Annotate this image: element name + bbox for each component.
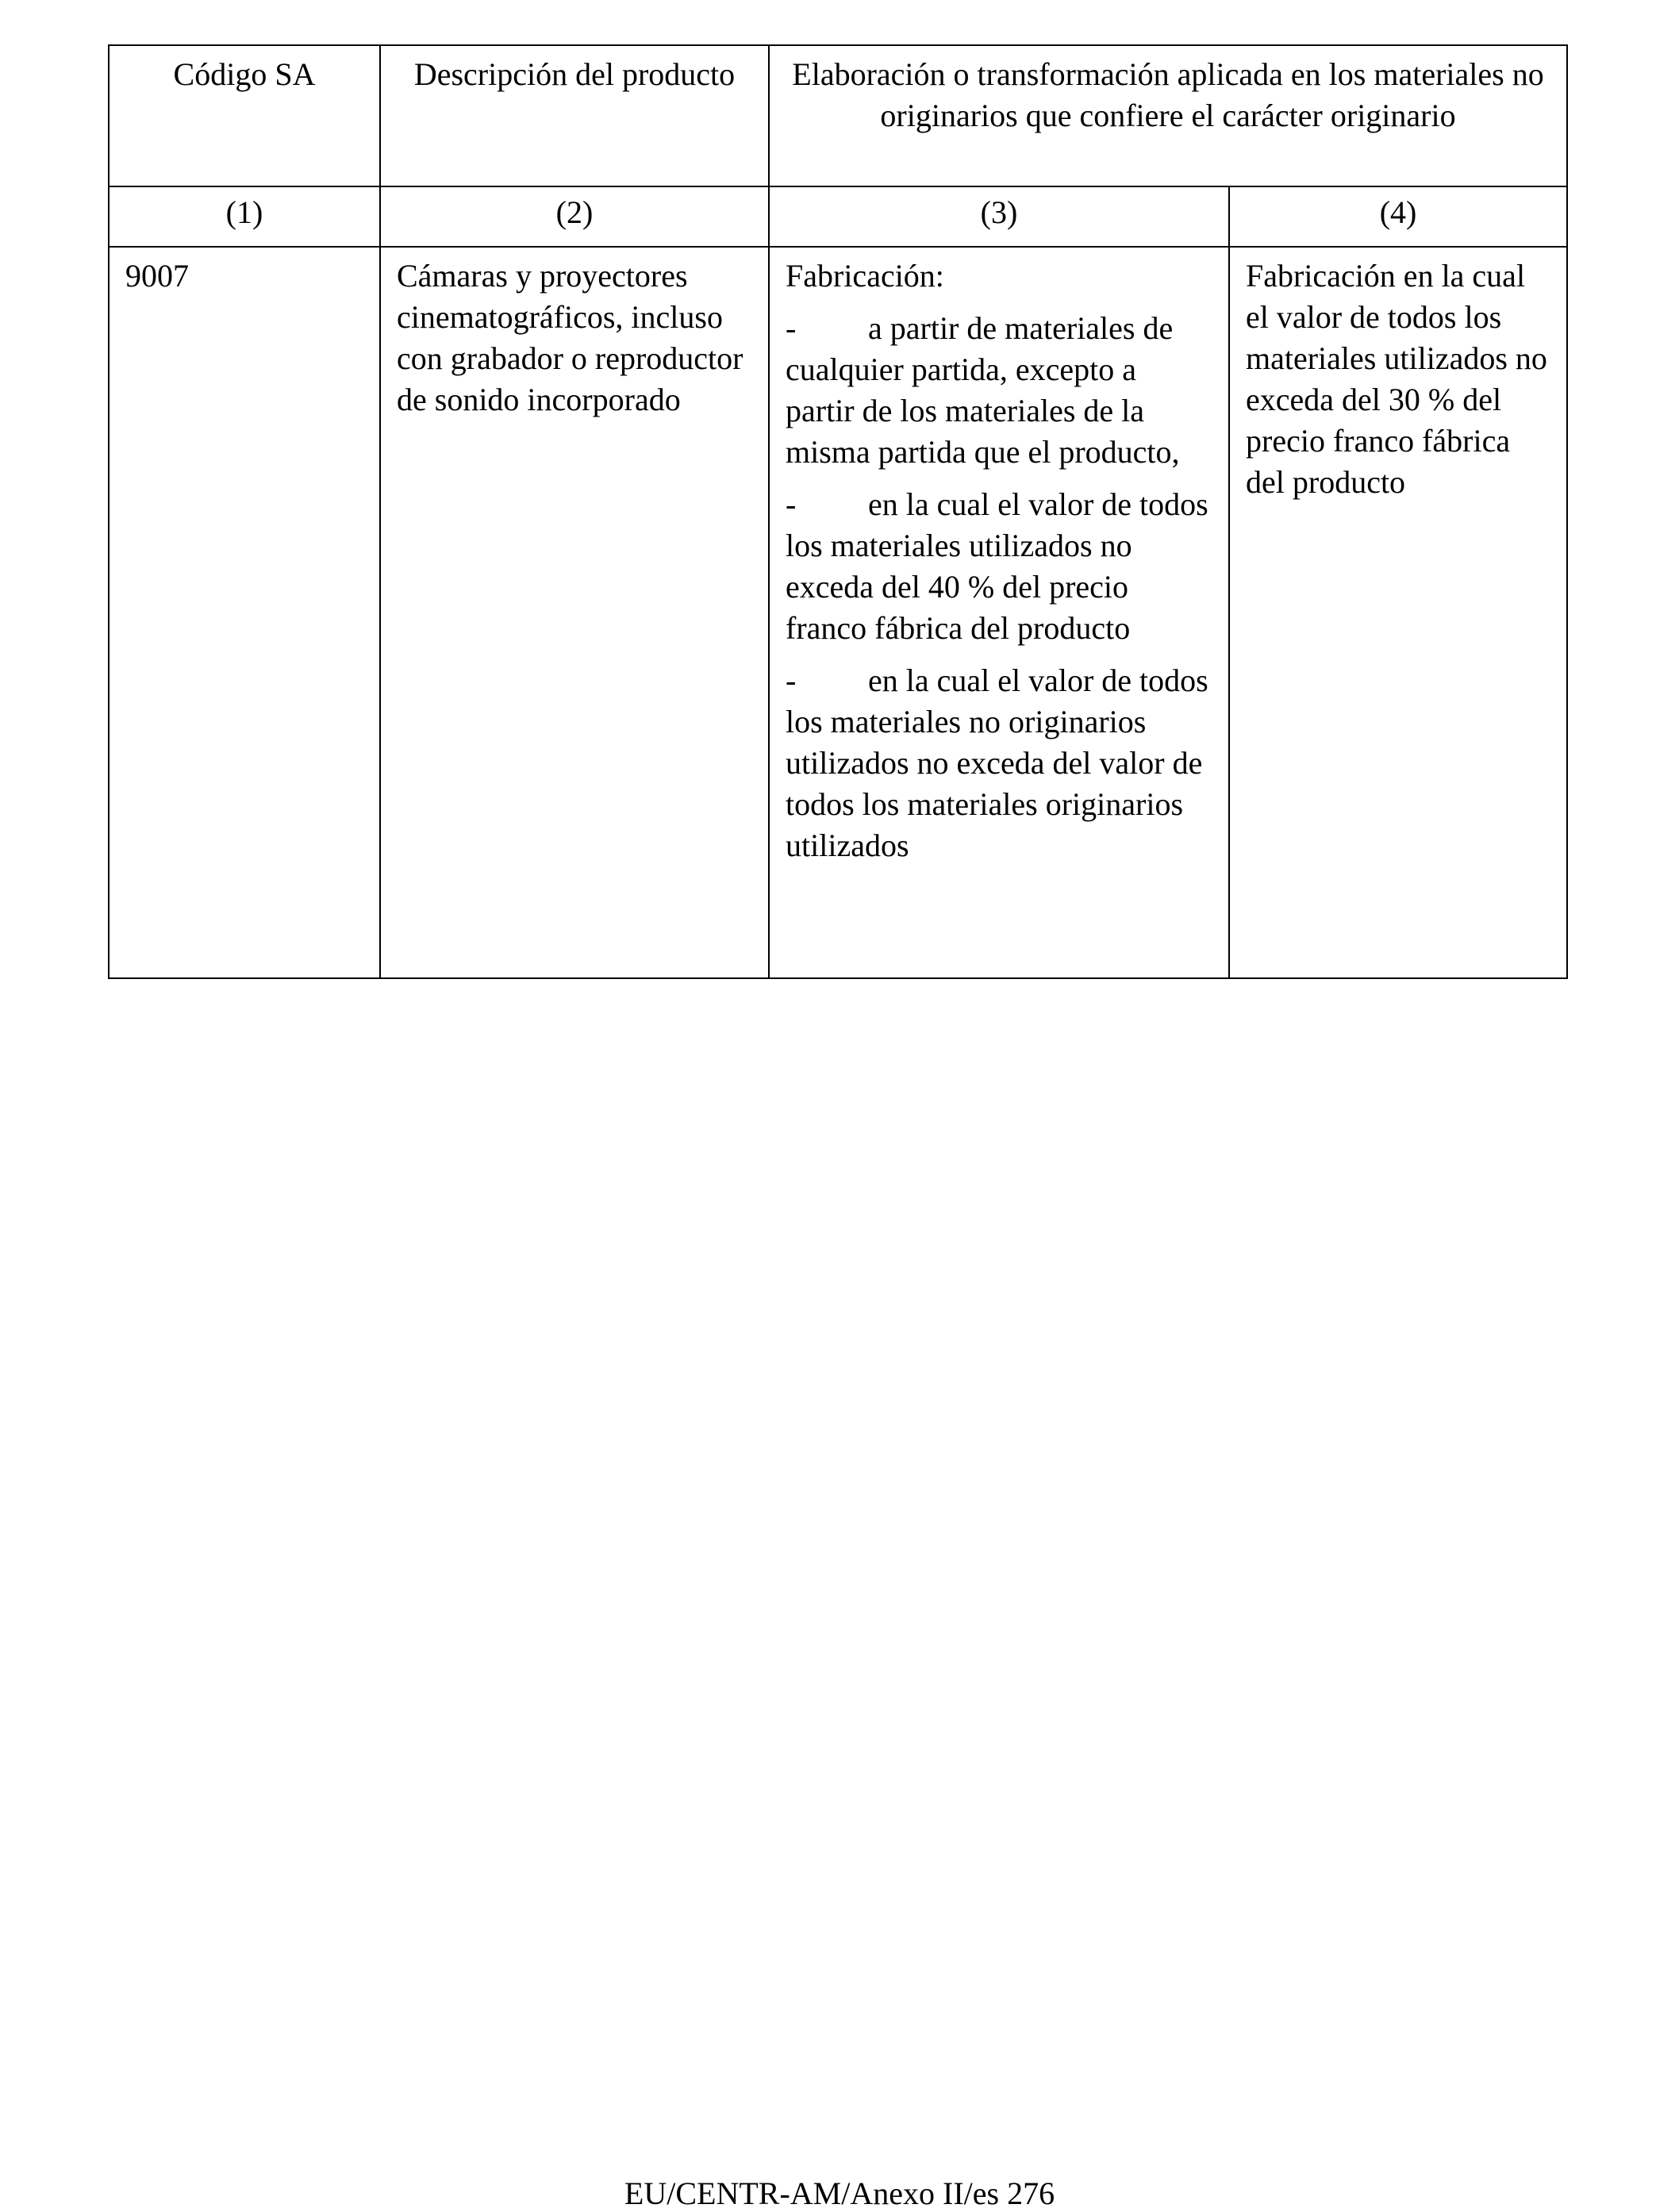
dash-marker: - xyxy=(786,662,797,698)
description-cell: Cámaras y proyectores cinematográficos, incluso con grabador o reproductor de sonido incorporado xyxy=(380,247,769,978)
rule-item xyxy=(786,660,1212,866)
header-processing-rule: Elaboración o transformación aplicada en los materiales no originarios que confiere el carácter originario xyxy=(769,45,1567,186)
dash-marker: - xyxy=(786,486,797,522)
column-number-2: (2) xyxy=(380,186,769,247)
column-number-1: (1) xyxy=(109,186,380,247)
header-product-description: Descripción del producto xyxy=(380,45,769,186)
rule-item-text: a partir de materiales de cualquier partida, excepto a partir de los materiales de la misma partida que el producto, xyxy=(786,310,1180,470)
header-row xyxy=(109,45,1567,186)
column-number-4: (4) xyxy=(1229,186,1567,247)
table-row xyxy=(109,247,1567,978)
dash-marker: - xyxy=(786,310,797,346)
rule-col4-cell: Fabricación en la cual el valor de todos los materiales utilizados no exceda del 30 % del precio franco fábrica del producto xyxy=(1229,247,1567,978)
rules-table xyxy=(108,44,1568,979)
column-number-row xyxy=(109,186,1567,247)
rule-item-text: en la cual el valor de todos los materiales no originarios utilizados no exceda del valor de todos los materiales originarios utilizados xyxy=(786,662,1208,863)
column-number-3: (3) xyxy=(769,186,1229,247)
hs-code-cell: 9007 xyxy=(109,247,380,978)
page-footer: EU/CENTR-AM/Anexo II/es 276 xyxy=(624,2176,1055,2211)
rule-item-text: en la cual el valor de todos los materiales utilizados no exceda del 40 % del precio franco fábrica del producto xyxy=(786,486,1208,646)
rule-intro: Fabricación: xyxy=(786,258,944,294)
header-hs-code: Código SA xyxy=(109,45,380,186)
rule-item xyxy=(786,308,1212,473)
rule-item xyxy=(786,484,1212,649)
rule-col3-cell xyxy=(769,247,1229,978)
